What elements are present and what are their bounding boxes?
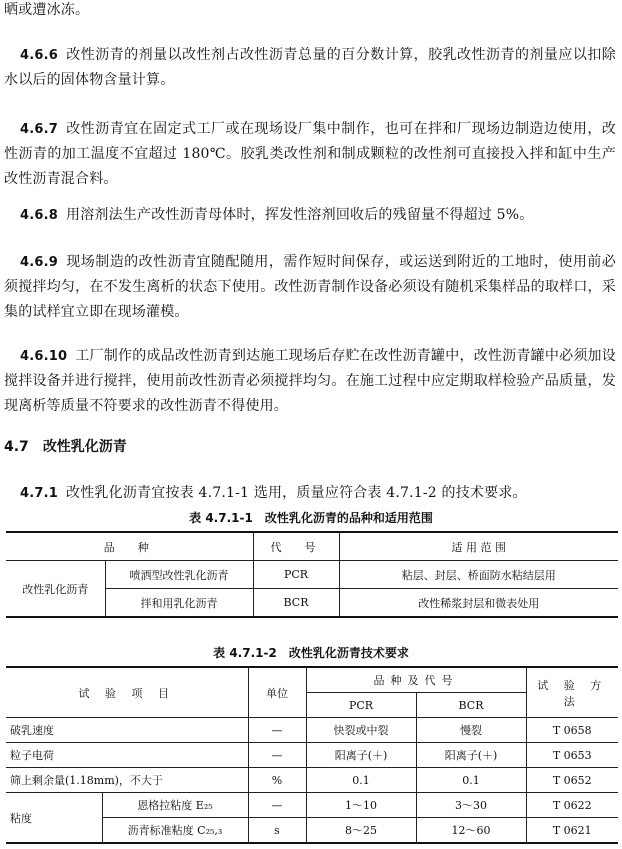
table-header-row bbox=[6, 667, 618, 693]
item-name: 粒子电荷 bbox=[6, 743, 248, 768]
header-unit: 单位 bbox=[248, 667, 306, 718]
paragraph-text: 用溶剂法生产改性沥青母体时，挥发性溶剂回收后的残留量不得超过 5%。 bbox=[66, 207, 534, 223]
section-number: 4.7 bbox=[4, 439, 29, 455]
table-caption-1: 表 4.7.1-1 改性乳化沥青的品种和适用范围 bbox=[189, 511, 433, 525]
item-bcr: 慢裂 bbox=[416, 718, 526, 743]
paragraph-text: 工厂制作的成品改性沥青到达施工现场后存贮在改性沥青罐中，改性沥青罐中必须加设搅拌设备并进行搅拌，使用前改性沥青必须搅拌均匀。在施工过程中应定期取样检验产品质量，发现离析等质量不符要求的改性沥青不得使用。 bbox=[4, 348, 616, 414]
clause-number: 4.6.10 bbox=[20, 349, 68, 364]
item-unit: — bbox=[248, 743, 306, 768]
item-pcr: 0.1 bbox=[306, 768, 416, 793]
item-method: T 0622 bbox=[526, 793, 618, 818]
paragraph-4-6-7 bbox=[4, 117, 616, 192]
item-unit: s bbox=[248, 818, 306, 844]
item-pcr: 快裂或中裂 bbox=[306, 718, 416, 743]
paragraph-4-6-6 bbox=[4, 43, 616, 93]
item-unit: — bbox=[248, 718, 306, 743]
item-name: 沥青标准粘度 C₂₅,₃ bbox=[102, 818, 248, 844]
table-caption-2: 表 4.7.1-2 改性乳化沥青技术要求 bbox=[213, 646, 409, 660]
item-name: 恩格拉粘度 E₂₅ bbox=[102, 793, 248, 818]
clause-number: 4.6.8 bbox=[20, 208, 59, 223]
item-name: 破乳速度 bbox=[6, 718, 248, 743]
item-method: T 0621 bbox=[526, 818, 618, 844]
header-method: 试 验 方 法 bbox=[526, 667, 618, 718]
group-label: 改性乳化沥青 bbox=[6, 561, 105, 618]
table-header-row bbox=[6, 532, 618, 561]
paragraph-text: 晒或遭冰冻。 bbox=[4, 2, 90, 18]
table-row bbox=[6, 718, 618, 743]
header-bcr: BCR bbox=[416, 693, 526, 718]
variety-code: PCR bbox=[253, 561, 339, 589]
variety-name: 拌和用乳化沥青 bbox=[105, 589, 253, 618]
header-kind: 品种及代号 bbox=[306, 667, 526, 693]
item-method: T 0658 bbox=[526, 718, 618, 743]
item-method: T 0653 bbox=[526, 743, 618, 768]
item-unit: — bbox=[248, 793, 306, 818]
paragraph-text: 改性沥青的剂量以改性剂占改性沥青总量的百分数计算，胶乳改性沥青的剂量应以扣除水以后的固体物含量计算。 bbox=[4, 47, 616, 88]
paragraph-4-6-10 bbox=[4, 344, 616, 419]
table-row bbox=[6, 793, 618, 818]
clause-number: 4.7.1 bbox=[20, 486, 59, 501]
section-heading bbox=[4, 436, 127, 456]
paragraph-text: 现场制造的改性沥青宜随配随用，需作短时间保存，或运送到附近的工地时，使用前必须搅拌均匀，在不发生离析的状态下使用。改性沥青制作设备必须设有随机采集样品的取样口，采集的试样宜立即在现场灌模。 bbox=[4, 254, 616, 320]
item-name: 筛上剩余量(1.18mm)，不大于 bbox=[6, 768, 248, 793]
variety-code: BCR bbox=[253, 589, 339, 618]
header-pcr: PCR bbox=[306, 693, 416, 718]
paragraph-4-6-9 bbox=[4, 250, 616, 325]
table-varieties bbox=[6, 531, 618, 618]
header-code: 代 号 bbox=[253, 532, 339, 561]
variety-name: 喷洒型改性乳化沥青 bbox=[105, 561, 253, 589]
clause-number: 4.6.9 bbox=[20, 255, 59, 270]
variety-scope: 改性稀浆封层和微表处用 bbox=[339, 589, 618, 618]
section-title: 改性乳化沥青 bbox=[42, 439, 127, 455]
clause-number: 4.6.6 bbox=[20, 48, 59, 63]
paragraph-text: 改性沥青宜在固定式工厂或在现场设厂集中制作，也可在拌和厂现场边制造边使用，改性沥青的加工温度不宜超过 180℃。胶乳类改性剂和制成颗粒的改性剂可直接投入拌和缸中生产改性沥青混合料。 bbox=[4, 121, 616, 187]
item-pcr: 1～10 bbox=[306, 793, 416, 818]
paragraph-4-6-8 bbox=[4, 203, 616, 228]
header-variety: 品 种 bbox=[6, 532, 253, 561]
paragraph-continuation bbox=[4, 0, 616, 23]
item-pcr: 8～25 bbox=[306, 818, 416, 844]
item-method: T 0652 bbox=[526, 768, 618, 793]
header-item: 试 验 项 目 bbox=[6, 667, 248, 718]
table-requirements bbox=[6, 666, 618, 844]
paragraph-text: 改性乳化沥青宜按表 4.7.1-1 选用，质量应符合表 4.7.1-2 的技术要求。 bbox=[66, 485, 527, 501]
item-bcr: 3～30 bbox=[416, 793, 526, 818]
item-bcr: 阳离子(＋) bbox=[416, 743, 526, 768]
item-unit: % bbox=[248, 768, 306, 793]
table-row bbox=[6, 768, 618, 793]
paragraph-4-7-1 bbox=[4, 481, 616, 506]
header-scope: 适 用 范 围 bbox=[339, 532, 618, 561]
item-pcr: 阳离子(＋) bbox=[306, 743, 416, 768]
table-row bbox=[6, 561, 618, 589]
item-bcr: 12～60 bbox=[416, 818, 526, 844]
table-row bbox=[6, 743, 618, 768]
item-bcr: 0.1 bbox=[416, 768, 526, 793]
variety-scope: 粘层、封层、桥面防水粘结层用 bbox=[339, 561, 618, 589]
clause-number: 4.6.7 bbox=[20, 122, 59, 137]
viscosity-group: 粘度 bbox=[6, 793, 102, 844]
